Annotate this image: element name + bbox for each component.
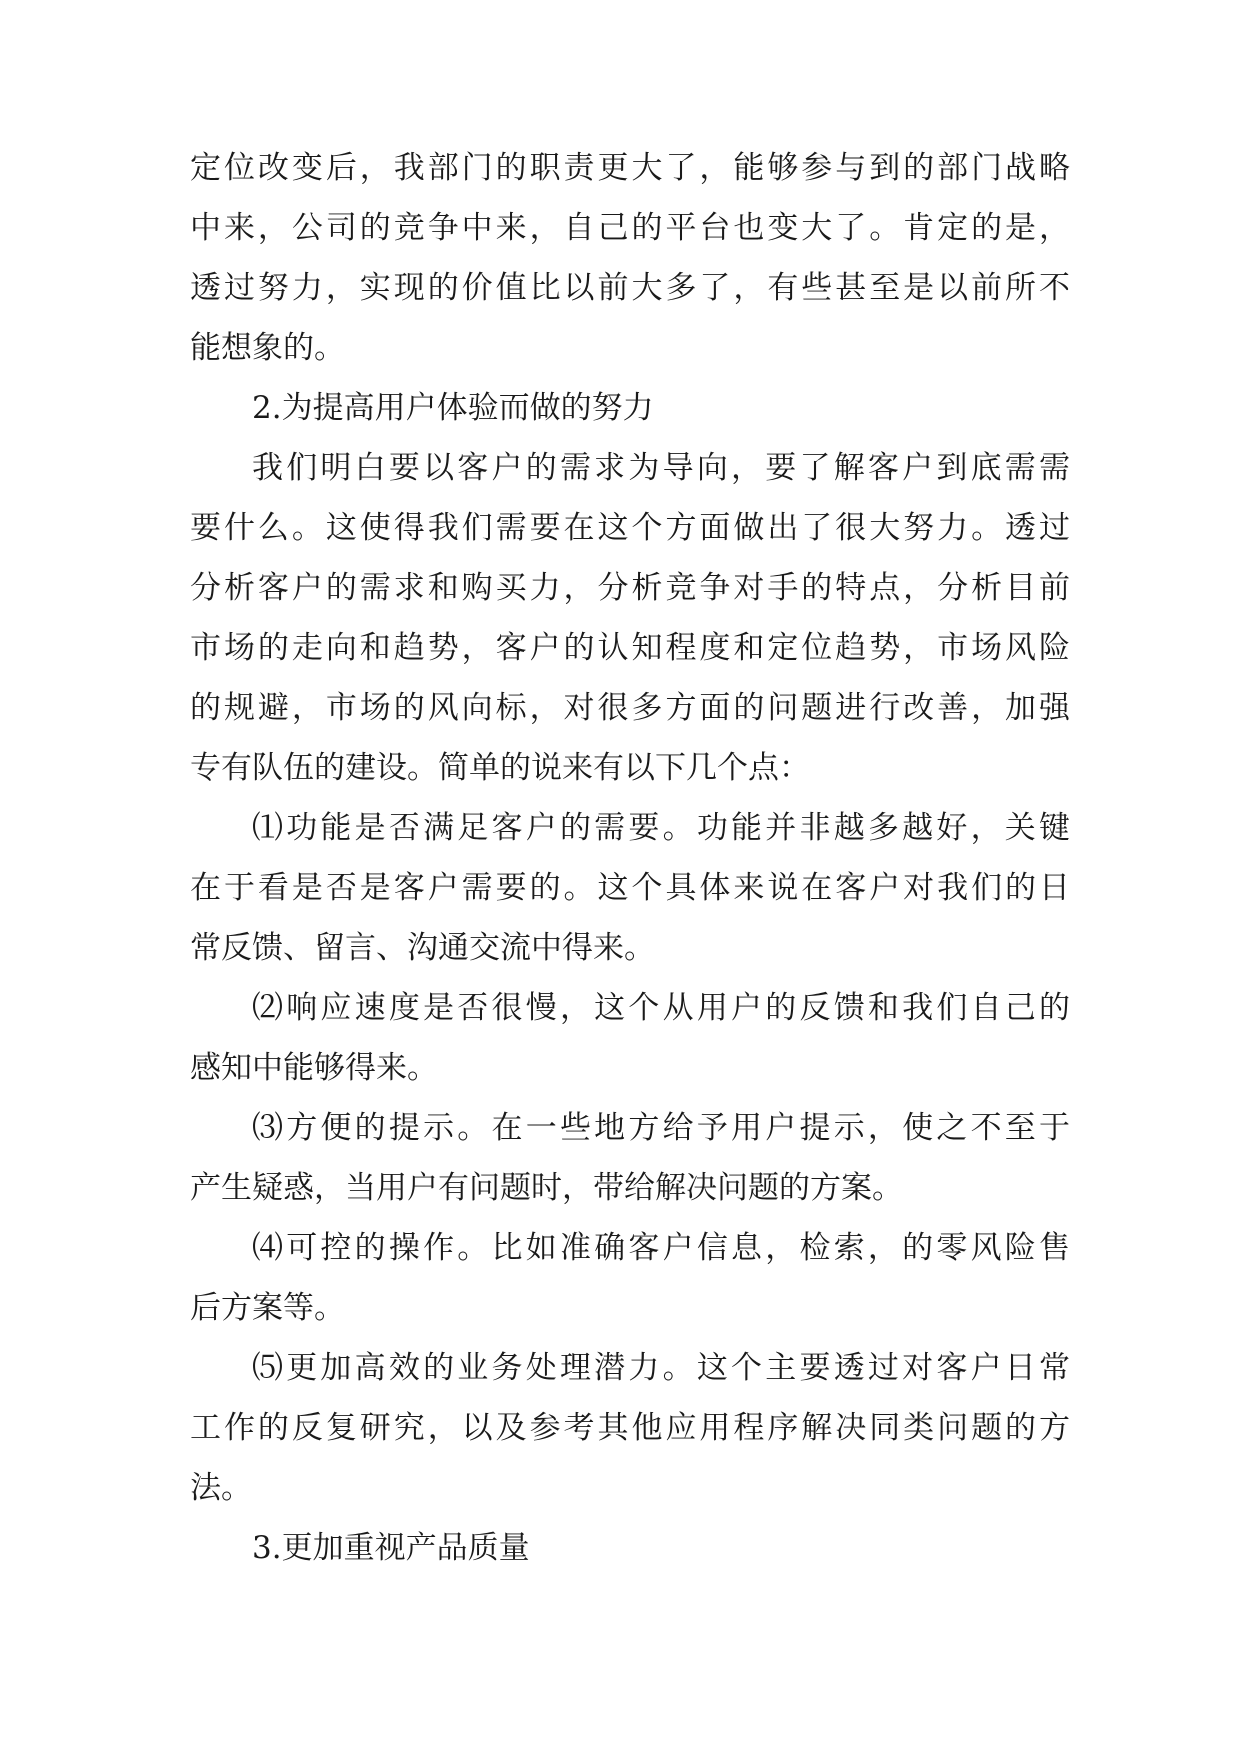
list-item-line: ⑶方便的提示。在一些地方给予用户提示，使之不至于 [252,1110,1070,1146]
text-line: 的规避，市场的风向标，对很多方面的问题进行改善，加强 [190,690,1070,726]
text-line: 在于看是否是客户需要的。这个具体来说在客户对我们的日 [190,870,1070,906]
text-line: 专有队伍的建设。简单的说来有以下几个点： [190,750,810,786]
section-heading: 3.更加重视产品质量 [252,1530,530,1566]
text-line: 要什么。这使得我们需要在这个方面做出了很大努力。透过 [190,510,1070,546]
text-line: 中来，公司的竞争中来，自己的平台也变大了。肯定的是， [190,210,1070,246]
list-item-line: ⑴功能是否满足客户的需要。功能并非越多越好，关键 [252,810,1070,846]
list-item-line: ⑵响应速度是否很慢，这个从用户的反馈和我们自己的 [252,990,1070,1026]
text-line: 法。 [190,1470,252,1506]
text-line: 常反馈、留言、沟通交流中得来。 [190,930,655,966]
text-line: 后方案等。 [190,1290,345,1326]
text-line: 感知中能够得来。 [190,1050,438,1086]
text-line: 分析客户的需求和购买力，分析竞争对手的特点，分析目前 [190,570,1070,606]
list-item-line: ⑷可控的操作。比如准确客户信息，检索，的零风险售 [252,1230,1070,1266]
text-line: 工作的反复研究，以及参考其他应用程序解决同类问题的方 [190,1410,1070,1446]
list-item-line: ⑸更加高效的业务处理潜力。这个主要透过对客户日常 [252,1350,1070,1386]
text-line: 透过努力，实现的价值比以前大多了，有些甚至是以前所不 [190,270,1070,306]
text-line: 市场的走向和趋势，客户的认知程度和定位趋势，市场风险 [190,630,1070,666]
section-heading: 2.为提高用户体验而做的努力 [252,390,654,426]
text-line: 定位改变后，我部门的职责更大了，能够参与到的部门战略 [190,150,1070,186]
text-line: 我们明白要以客户的需求为导向，要了解客户到底需需 [252,450,1070,486]
text-line: 能想象的。 [190,330,345,366]
text-line: 产生疑惑，当用户有问题时，带给解决问题的方案。 [190,1170,903,1206]
